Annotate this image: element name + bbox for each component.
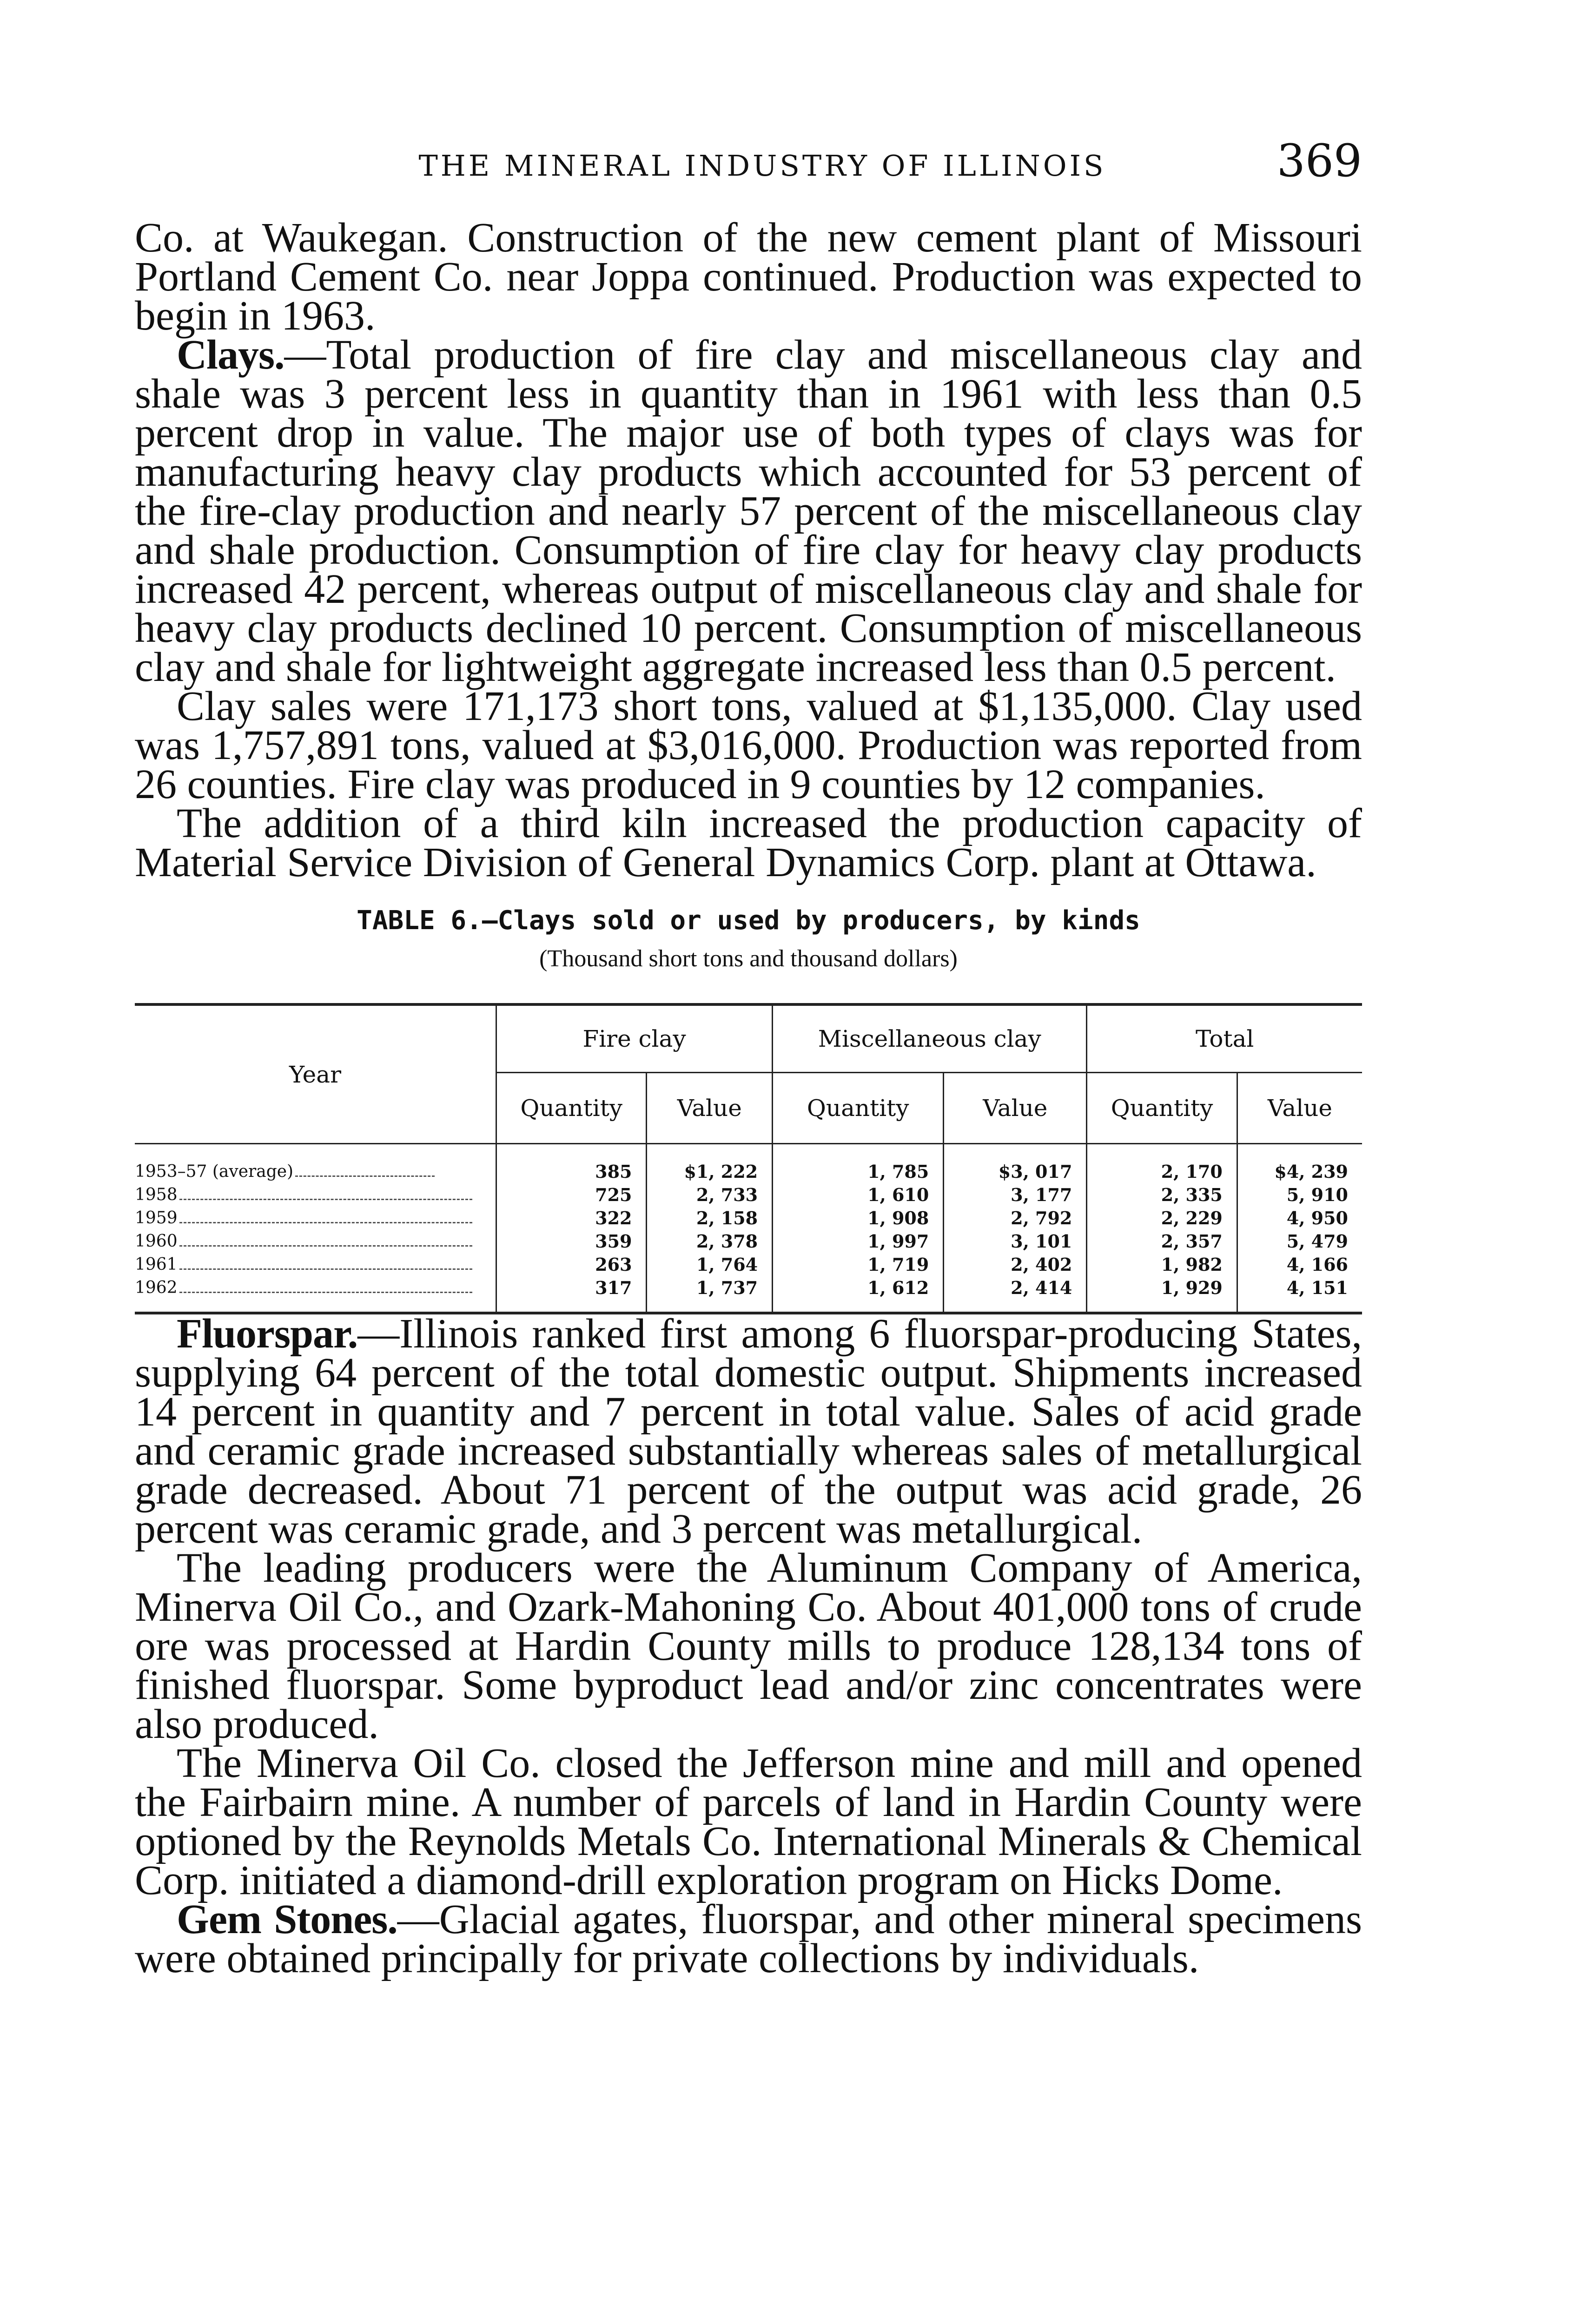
row-year: 1961 bbox=[135, 1253, 496, 1276]
table-row bbox=[135, 1144, 1362, 1184]
misc-value-header: Value bbox=[944, 1073, 1087, 1144]
total-quantity-header: Quantity bbox=[1087, 1073, 1237, 1144]
row-year: 1958 bbox=[135, 1183, 496, 1207]
paragraph-kiln-addition: The addition of a third kiln increased the production capacity of Material Service Division of General Dynamics Corp. plant at Ottawa. bbox=[135, 800, 1362, 885]
row-year: 1962 bbox=[135, 1276, 496, 1313]
misc-value-cell: 2, 402 bbox=[944, 1253, 1087, 1276]
fire-value-cell: $1, 222 bbox=[647, 1144, 773, 1184]
paragraph-minerva: The Minerva Oil Co. closed the Jefferson mine and mill and opened the Fairbairn mine. A number of parcels of land in Hardin County were optioned by the Reynolds Metals Co. International Minerals & Chemical Corp. initiated a diamond-drill exploration program on Hicks Dome. bbox=[135, 1740, 1362, 1903]
paragraph-leading-producers: The leading producers were the Aluminum Company of America, Minerva Oil Co., and Ozark-Mahoning Co. About 401,000 tons of crude ore was processed at Hardin County mills to produce 128,134 tons of finished fluorspar. Some byproduct lead and/or zinc concentrates were also produced. bbox=[135, 1545, 1362, 1747]
page-body bbox=[135, 215, 1362, 1981]
total-quantity-cell: 2, 357 bbox=[1087, 1230, 1237, 1253]
total-value-cell: 5, 479 bbox=[1237, 1230, 1362, 1253]
misc-value-cell: 2, 792 bbox=[944, 1207, 1087, 1230]
page-number: 369 bbox=[1277, 135, 1362, 187]
total-group-header: Total bbox=[1087, 1004, 1362, 1073]
misc-quantity-cell: 1, 610 bbox=[773, 1183, 944, 1207]
clays-heading: Clays. bbox=[177, 332, 284, 378]
paragraph-fluorspar bbox=[135, 1311, 1362, 1552]
paragraph-clays bbox=[135, 332, 1362, 690]
table-row bbox=[135, 1253, 1362, 1276]
fire-clay-group-header: Fire clay bbox=[496, 1004, 773, 1073]
fire-quantity-cell: 359 bbox=[496, 1230, 647, 1253]
paragraph-cement-continued: Co. at Waukegan. Construction of the new cement plant of Missouri Portland Cement Co. near Joppa continued. Production was expected to begin in 1963. bbox=[135, 215, 1362, 339]
table-row bbox=[135, 1230, 1362, 1253]
fire-quantity-cell: 322 bbox=[496, 1207, 647, 1230]
fire-value-cell: 2, 158 bbox=[647, 1207, 773, 1230]
total-value-cell: 4, 151 bbox=[1237, 1276, 1362, 1313]
gem-stones-text: —Glacial agates, fluorspar, and other mineral specimens were obtained principally for private collections by individuals. bbox=[135, 1896, 1362, 1981]
misc-quantity-cell: 1, 908 bbox=[773, 1207, 944, 1230]
total-value-cell: 5, 910 bbox=[1237, 1183, 1362, 1207]
table-row bbox=[135, 1207, 1362, 1230]
fire-value-header: Value bbox=[647, 1073, 773, 1144]
row-year: 1960 bbox=[135, 1230, 496, 1253]
fire-value-cell: 2, 733 bbox=[647, 1183, 773, 1207]
table-row bbox=[135, 1276, 1362, 1313]
misc-quantity-cell: 1, 719 bbox=[773, 1253, 944, 1276]
fire-quantity-header: Quantity bbox=[496, 1073, 647, 1144]
misc-value-cell: $3, 017 bbox=[944, 1144, 1087, 1184]
misc-quantity-header: Quantity bbox=[773, 1073, 944, 1144]
misc-clay-group-header: Miscellaneous clay bbox=[773, 1004, 1087, 1073]
total-value-cell: 4, 166 bbox=[1237, 1253, 1362, 1276]
misc-value-cell: 2, 414 bbox=[944, 1276, 1087, 1313]
total-quantity-cell: 1, 929 bbox=[1087, 1276, 1237, 1313]
clays-table bbox=[135, 1003, 1362, 1314]
row-year: 1959 bbox=[135, 1207, 496, 1230]
total-value-cell: 4, 950 bbox=[1237, 1207, 1362, 1230]
year-column-header: Year bbox=[135, 1004, 496, 1144]
paragraph-gem-stones bbox=[135, 1896, 1362, 1981]
misc-value-cell: 3, 177 bbox=[944, 1183, 1087, 1207]
table-title: TABLE 6.—Clays sold or used by producers, by kinds bbox=[357, 905, 1140, 936]
total-quantity-cell: 2, 170 bbox=[1087, 1144, 1237, 1184]
total-quantity-cell: 1, 982 bbox=[1087, 1253, 1237, 1276]
fire-quantity-cell: 317 bbox=[496, 1276, 647, 1313]
row-year: 1953–57 (average) bbox=[135, 1144, 496, 1184]
fire-quantity-cell: 263 bbox=[496, 1253, 647, 1276]
fire-quantity-cell: 385 bbox=[496, 1144, 647, 1184]
fire-quantity-cell: 725 bbox=[496, 1183, 647, 1207]
gem-stones-heading: Gem Stones. bbox=[177, 1896, 397, 1942]
fluorspar-heading: Fluorspar. bbox=[177, 1311, 358, 1357]
page-header bbox=[135, 135, 1362, 205]
total-value-cell: $4, 239 bbox=[1237, 1144, 1362, 1184]
paragraph-clay-sales: Clay sales were 171,173 short tons, valued at $1,135,000. Clay used was 1,757,891 tons, valued at $3,016,000. Production was reported from 26 counties. Fire clay was produced in 9 counties by 12 companies. bbox=[135, 683, 1362, 807]
misc-quantity-cell: 1, 612 bbox=[773, 1276, 944, 1313]
clays-text: —Total production of fire clay and miscellaneous clay and shale was 3 percent less in quantity than in 1961 with less than 0.5 percent drop in value. The major use of both types of clays was for manufacturing heavy clay products which accounted for 53 percent of the fire-clay production and nearly 57 percent of the miscellaneous clay and shale production. Consumption of fire clay for heavy clay products increased 42 percent, whereas output of miscellaneous clay and shale for heavy clay products declined 10 percent. Consumption of miscellaneous clay and shale for lightweight aggregate increased less than 0.5 percent. bbox=[135, 332, 1362, 690]
running-title: THE MINERAL INDUSTRY OF ILLINOIS bbox=[418, 149, 1106, 183]
table-subtitle: (Thousand short tons and thousand dollars) bbox=[539, 945, 958, 972]
total-value-header: Value bbox=[1237, 1073, 1362, 1144]
fire-value-cell: 2, 378 bbox=[647, 1230, 773, 1253]
misc-quantity-cell: 1, 997 bbox=[773, 1230, 944, 1253]
misc-value-cell: 3, 101 bbox=[944, 1230, 1087, 1253]
total-quantity-cell: 2, 229 bbox=[1087, 1207, 1237, 1230]
misc-quantity-cell: 1, 785 bbox=[773, 1144, 944, 1184]
fire-value-cell: 1, 737 bbox=[647, 1276, 773, 1313]
fluorspar-text: —Illinois ranked first among 6 fluorspar-producing States, supplying 64 percent of the total domestic output. Shipments increased 14 percent in quantity and 7 percent in total value. Sales of acid grade and ceramic grade increased substantially whereas sales of metallurgical grade decreased. About 71 percent of the output was acid grade, 26 percent was ceramic grade, and 3 percent was metallurgical. bbox=[135, 1311, 1362, 1552]
total-quantity-cell: 2, 335 bbox=[1087, 1183, 1237, 1207]
fire-value-cell: 1, 764 bbox=[647, 1253, 773, 1276]
table-row bbox=[135, 1183, 1362, 1207]
